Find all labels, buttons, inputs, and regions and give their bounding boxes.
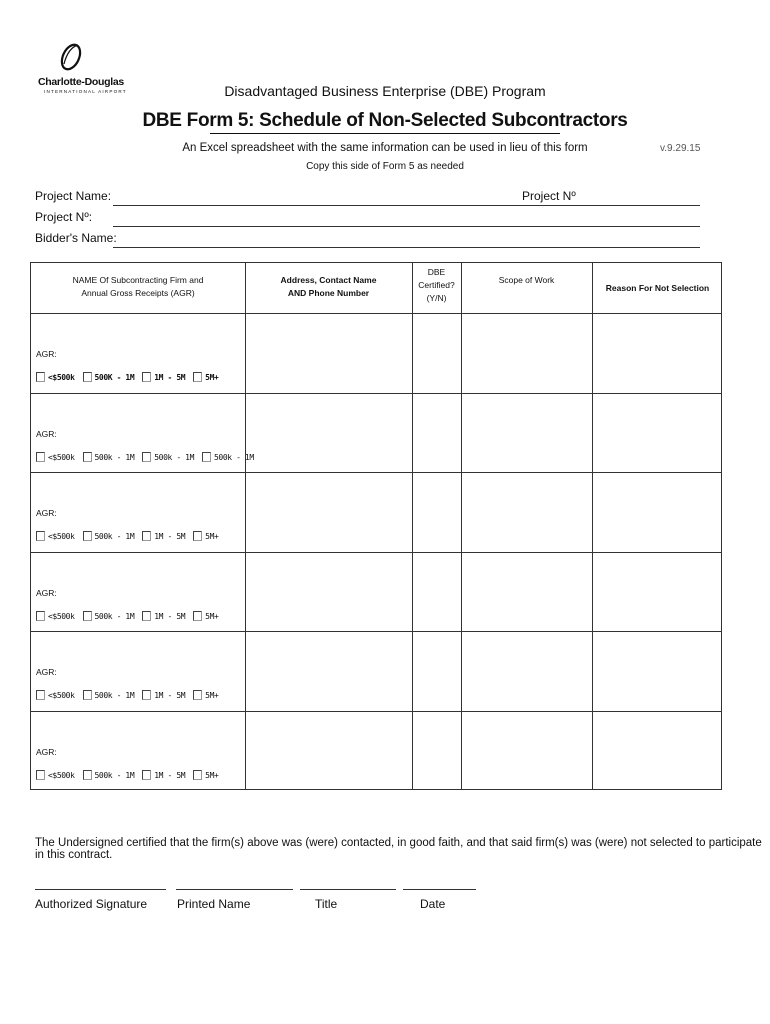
agr-option-label: 500k - 1M <box>94 611 135 621</box>
date-field[interactable] <box>403 889 476 890</box>
agr-option-label: <$500k <box>48 372 75 382</box>
agr-checkbox[interactable] <box>142 611 151 621</box>
agr-checkbox[interactable] <box>142 531 151 541</box>
header-dbe-line3: (Y/N) <box>426 293 447 303</box>
agr-option-label: 500k - 1M <box>94 452 135 462</box>
header-divider <box>31 313 721 314</box>
header-address <box>245 274 412 300</box>
agr-option-label: 5M+ <box>205 690 219 700</box>
logo-name: Charlotte-Douglas <box>38 76 124 88</box>
agr-checkbox[interactable] <box>83 770 92 780</box>
bidders-name-label: Bidder's Name: <box>35 231 117 245</box>
agr-option-label: 5M+ <box>205 611 219 621</box>
title-label: Title <box>315 897 338 911</box>
agr-option-label: 1M - 5M <box>154 372 186 382</box>
agr-checkbox[interactable] <box>83 690 92 700</box>
agr-checkbox[interactable] <box>36 611 45 621</box>
agr-option-label: 500k - 1M <box>94 770 135 780</box>
agr-option-label: <$500k <box>48 611 75 621</box>
agr-option-label: 500K - 1M <box>94 372 135 382</box>
logo-subname: INTERNATIONAL AIRPORT <box>44 89 127 94</box>
agr-option-label: 1M - 5M <box>154 690 186 700</box>
bidders-name-field[interactable] <box>113 247 700 248</box>
printed-name-label: Printed Name <box>177 897 251 911</box>
header-firm-name-line2: Annual Gross Receipts (AGR) <box>81 288 195 298</box>
header-address-line1: Address, Contact Name <box>280 275 377 285</box>
row-divider <box>31 393 721 394</box>
project-no-label-right: Project Nº <box>522 189 576 203</box>
agr-option-label: <$500k <box>48 770 75 780</box>
agr-option-label: 500k - 1M <box>214 452 254 462</box>
agr-option-label: 1M - 5M <box>154 611 186 621</box>
agr-option-label: 5M+ <box>205 372 219 382</box>
agr-option-label: 500k - 1M <box>94 531 135 541</box>
header-dbe-certified <box>412 266 461 305</box>
authorized-signature-label: Authorized Signature <box>35 897 148 911</box>
header-firm-name <box>31 274 245 300</box>
agr-checkbox[interactable] <box>193 770 202 780</box>
agr-options <box>36 611 226 621</box>
project-no-field[interactable] <box>113 226 700 227</box>
row-divider <box>31 552 721 553</box>
row-divider <box>31 711 721 712</box>
header-reason: Reason For Not Selection <box>605 283 710 293</box>
authorized-signature-field[interactable] <box>35 889 166 890</box>
agr-checkbox[interactable] <box>142 372 151 382</box>
printed-name-field[interactable] <box>176 889 293 890</box>
agr-checkbox[interactable] <box>142 690 151 700</box>
agr-options <box>36 452 262 462</box>
project-no-label: Project Nº: <box>35 210 93 224</box>
agr-checkbox[interactable] <box>193 611 202 621</box>
agr-options <box>36 372 226 382</box>
agr-option-label: <$500k <box>48 690 75 700</box>
form-subtitle: An Excel spreadsheet with the same information can be used in lieu of this form <box>182 142 588 154</box>
header-scope: Scope of Work <box>498 275 555 285</box>
agr-options <box>36 531 226 541</box>
agr-checkbox[interactable] <box>193 531 202 541</box>
program-heading: Disadvantaged Business Enterprise (DBE) Program <box>224 83 546 99</box>
header-dbe-line2: Certified? <box>418 280 455 290</box>
form-title: DBE Form 5: Schedule of Non-Selected Subcontractors <box>142 110 628 131</box>
row-divider <box>31 472 721 473</box>
agr-option-label: 500k - 1M <box>94 690 135 700</box>
agr-checkbox[interactable] <box>142 770 151 780</box>
subcontractor-table <box>30 262 722 790</box>
agr-label: AGR: <box>36 508 57 518</box>
agr-options <box>36 690 226 700</box>
title-field[interactable] <box>300 889 396 890</box>
agr-label: AGR: <box>36 429 57 439</box>
agr-checkbox[interactable] <box>193 372 202 382</box>
form-version: v.9.29.15 <box>660 143 701 154</box>
agr-option-label: <$500k <box>48 452 75 462</box>
agr-checkbox[interactable] <box>83 452 92 462</box>
agr-label: AGR: <box>36 747 57 757</box>
date-label: Date <box>420 897 446 911</box>
agr-option-label: 5M+ <box>205 531 219 541</box>
agr-option-label: 5M+ <box>205 770 219 780</box>
agr-checkbox[interactable] <box>36 531 45 541</box>
agr-checkbox[interactable] <box>83 611 92 621</box>
agr-checkbox[interactable] <box>83 372 92 382</box>
agr-checkbox[interactable] <box>36 372 45 382</box>
agr-options <box>36 770 226 780</box>
agr-checkbox[interactable] <box>36 690 45 700</box>
agr-checkbox[interactable] <box>202 452 211 462</box>
agr-label: AGR: <box>36 349 57 359</box>
agr-option-label: 500k - 1M <box>154 452 194 462</box>
agr-checkbox[interactable] <box>142 452 151 462</box>
agr-checkbox[interactable] <box>36 770 45 780</box>
row-divider <box>31 631 721 632</box>
header-dbe-line1: DBE <box>427 267 446 277</box>
project-name-field[interactable] <box>113 205 700 206</box>
header-firm-name-line1: NAME Of Subcontracting Firm and <box>72 275 204 285</box>
agr-label: AGR: <box>36 667 57 677</box>
certification-statement: The Undersigned certified that the firm(s) above was (were) contacted, in good faith, and that said firm(s) was (were) not selected to participate in this contract. <box>35 837 762 861</box>
copy-note: Copy this side of Form 5 as needed <box>306 161 464 172</box>
header-address-line2: AND Phone Number <box>287 288 370 298</box>
project-name-label: Project Name: <box>35 189 112 203</box>
agr-option-label: <$500k <box>48 531 75 541</box>
title-underline <box>210 133 560 134</box>
agr-checkbox[interactable] <box>83 531 92 541</box>
agr-label: AGR: <box>36 588 57 598</box>
agr-option-label: 1M - 5M <box>154 531 186 541</box>
logo-swirl-icon <box>58 42 84 72</box>
agr-checkbox[interactable] <box>36 452 45 462</box>
agr-option-label: 1M - 5M <box>154 770 186 780</box>
agr-checkbox[interactable] <box>193 690 202 700</box>
